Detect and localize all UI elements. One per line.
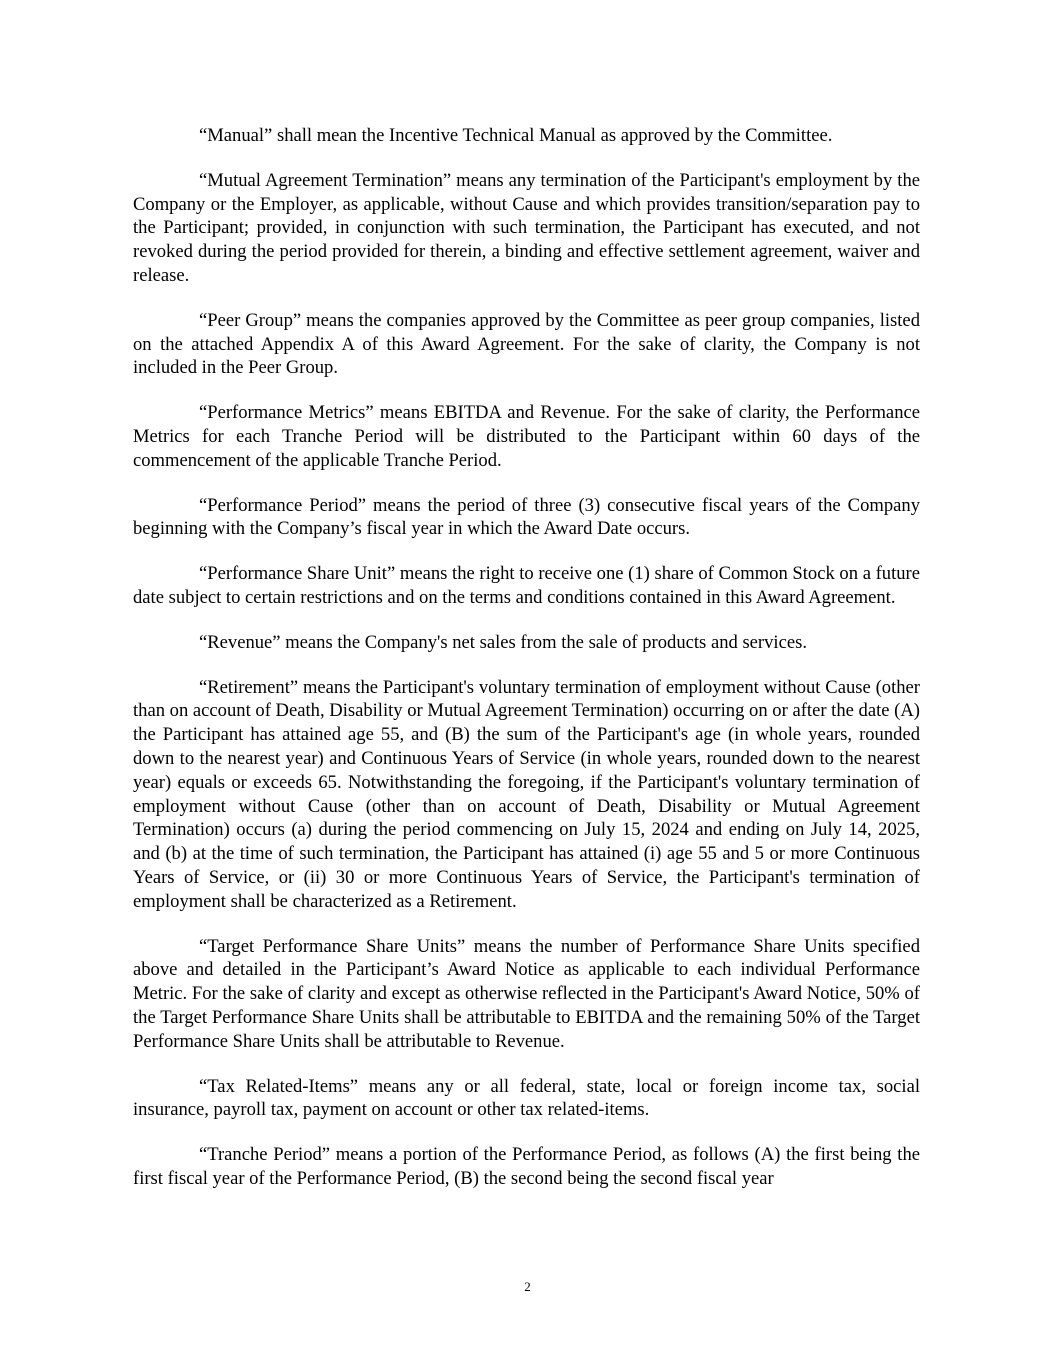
document-body	[133, 124, 920, 1212]
page-number: 2	[524, 1279, 531, 1294]
definition-target-performance-share-units: “Target Performance Share Units” means the number of Performance Share Units specified above and detailed in the Participant’s Award Notice as applicable to each individual Performance Metric. For the sake of clarity and except as otherwise reflected in the Participant's Award Notice, 50% of the Target Performance Share Units shall be attributable to EBITDA and the remaining 50% of the Target Performance Share Units shall be attributable to Revenue.	[133, 935, 920, 1052]
definition-performance-metrics: “Performance Metrics” means EBITDA and Revenue. For the sake of clarity, the Performance Metrics for each Tranche Period will be distributed to the Participant within 60 days of the commencement of the applicable Tranche Period.	[133, 402, 920, 471]
definition-performance-period: “Performance Period” means the period of three (3) consecutive fiscal years of the Company beginning with the Company’s fiscal year in which the Award Date occurs.	[133, 494, 920, 540]
definition-mutual-agreement-termination: “Mutual Agreement Termination” means any termination of the Participant's employment by the Company or the Employer, as applicable, without Cause and which provides transition/separation pay to the Participant; provided, in conjunction with such termination, the Participant has executed, and not revoked during the period provided for therein, a binding and effective settlement agreement, waiver and release.	[133, 169, 920, 286]
definition-tranche-period: “Tranche Period” means a portion of the Performance Period, as follows (A) the first being the first fiscal year of the Performance Period, (B) the second being the second fiscal year	[133, 1144, 920, 1189]
definition-revenue: “Revenue” means the Company's net sales from the sale of products and services.	[199, 631, 807, 653]
definition-performance-share-unit: “Performance Share Unit” means the right to receive one (1) share of Common Stock on a future date subject to certain restrictions and on the terms and conditions contained in this Award Agreement.	[133, 563, 920, 608]
definition-manual: “Manual” shall mean the Incentive Technical Manual as approved by the Committee.	[199, 125, 833, 146]
definition-tax-related-items: “Tax Related-Items” means any or all federal, state, local or foreign income tax, social insurance, payroll tax, payment on account or other tax related-items.	[133, 1075, 920, 1121]
definition-retirement: “Retirement” means the Participant's voluntary termination of employment without Cause (other than on account of Death, Disability or Mutual Agreement Termination) occurring on or after the date (A) the Participant has attained age 55, and (B) the sum of the Participant's age (in whole years, rounded down to the nearest year) and Continuous Years of Service (in whole years, rounded down to the nearest year) equals or exceeds 65. Notwithstanding the foregoing, if the Participant's voluntary termination of employment without Cause (other than on account of Death, Disability or Mutual Agreement Termination) occurs (a) during the period commencing on July 15, 2024 and ending on July 14, 2025, and (b) at the time of such termination, the Participant has attained (i) age 55 and 5 or more Continuous Years of Service, or (ii) 30 or more Continuous Years of Service, the Participant's termination of employment shall be characterized as a Retirement.	[133, 676, 920, 912]
definition-peer-group: “Peer Group” means the companies approved by the Committee as peer group companies, listed on the attached Appendix A of this Award Agreement. For the sake of clarity, the Company is not included in the Peer Group.	[133, 309, 920, 379]
